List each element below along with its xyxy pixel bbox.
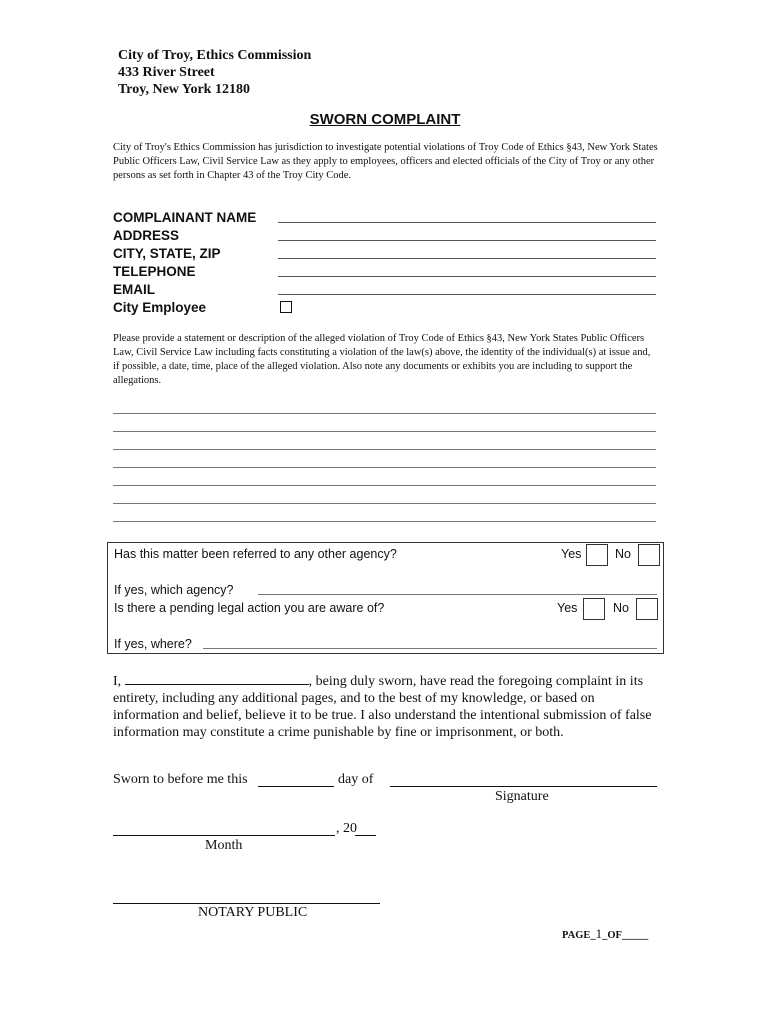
referral-yes-box[interactable] xyxy=(586,544,608,566)
statement-line[interactable] xyxy=(113,503,656,504)
statement-line[interactable] xyxy=(113,413,656,414)
month-label: Month xyxy=(205,838,243,853)
address-label: ADDRESS xyxy=(113,228,180,243)
email-label: EMAIL xyxy=(113,282,155,297)
oath-text: , being duly sworn, have read the foregoing complaint in its entirety, including any additional pages, and to the best of my knowledge, or based on information and belief, believe it to be true. I also understand the intentional submission of false information may constitute a crime punishable by fine or imprisonment, or both. xyxy=(113,674,652,740)
city-employee-label: City Employee xyxy=(113,300,207,315)
oath-paragraph xyxy=(113,672,661,741)
statement-line[interactable] xyxy=(113,449,656,450)
agency-field[interactable] xyxy=(258,594,657,595)
referral-no-box[interactable] xyxy=(638,544,660,566)
statement-line[interactable] xyxy=(113,485,656,486)
referral-box xyxy=(107,542,664,654)
signature-label: Signature xyxy=(495,789,549,804)
page-label: PAGE_ xyxy=(562,930,596,941)
telephone-label: TELEPHONE xyxy=(113,264,196,279)
referral-question: Has this matter been referred to any other agency? xyxy=(114,547,397,561)
year-prefix: , 20 xyxy=(336,821,357,836)
page-title: SWORN COMPLAINT xyxy=(309,111,461,128)
sworn-day-field[interactable] xyxy=(258,786,334,787)
complainant-name-field[interactable] xyxy=(278,222,656,223)
statement-instructions: Please provide a statement or description of the alleged violation of Troy Code of Ethics §43, New York States Public Officers Law, Civil Service Law including facts constituting a violation of the law(s) above, the identity of the individual(s) at issue and, if possible, a date, time, place of the alleged violation. Also note any documents or exhibits you are including to support the allegations. xyxy=(113,333,651,386)
signature-line[interactable] xyxy=(390,786,657,787)
address-line-3: Troy, New York 12180 xyxy=(118,82,250,97)
address-field[interactable] xyxy=(278,240,656,241)
address-line-1: City of Troy, Ethics Commission xyxy=(118,48,312,63)
notary-label: NOTARY PUBLIC xyxy=(198,905,308,920)
statement-line[interactable] xyxy=(113,431,656,432)
address-line-2: 433 River Street xyxy=(118,65,215,80)
complainant-name-blank[interactable] xyxy=(125,672,309,685)
city-employee-checkbox[interactable] xyxy=(280,301,292,313)
city-state-zip-label: CITY, STATE, ZIP xyxy=(113,246,221,261)
intro-paragraph: City of Troy's Ethics Commission has jurisdiction to investigate potential violations of Troy Code of Ethics §43, New York States Public Officers Law, Civil Service Law as they apply to employees, officers and elected officials of the City of Troy or any other persons as set forth in Chapter 43 of the Troy City Code. xyxy=(113,142,658,181)
month-field[interactable] xyxy=(113,835,335,836)
year-field[interactable] xyxy=(355,835,376,836)
sworn-prefix: Sworn to before me this xyxy=(113,772,248,787)
telephone-field[interactable] xyxy=(278,276,656,277)
referral-no-label: No xyxy=(615,547,631,561)
legal-where-label: If yes, where? xyxy=(114,637,192,651)
legal-no-box[interactable] xyxy=(636,598,658,620)
statement-line[interactable] xyxy=(113,521,656,522)
day-of-label: day of xyxy=(338,772,374,787)
city-state-zip-field[interactable] xyxy=(278,258,656,259)
agency-label: If yes, which agency? xyxy=(114,583,234,597)
oath-prefix: I, xyxy=(113,674,122,689)
email-field[interactable] xyxy=(278,294,656,295)
complainant-name-label: COMPLAINANT NAME xyxy=(113,210,257,225)
page-indicator xyxy=(562,926,648,942)
statement-line[interactable] xyxy=(113,467,656,468)
referral-yes-label: Yes xyxy=(561,547,582,561)
legal-where-field[interactable] xyxy=(203,648,657,649)
legal-yes-label: Yes xyxy=(557,601,578,615)
page-number: 1 xyxy=(595,926,603,941)
commission-address xyxy=(118,47,311,98)
legal-no-label: No xyxy=(613,601,629,615)
legal-action-question: Is there a pending legal action you are aware of? xyxy=(114,601,385,615)
page-of-label: _OF_____ xyxy=(602,930,649,941)
notary-signature-line[interactable] xyxy=(113,903,380,904)
legal-yes-box[interactable] xyxy=(583,598,605,620)
